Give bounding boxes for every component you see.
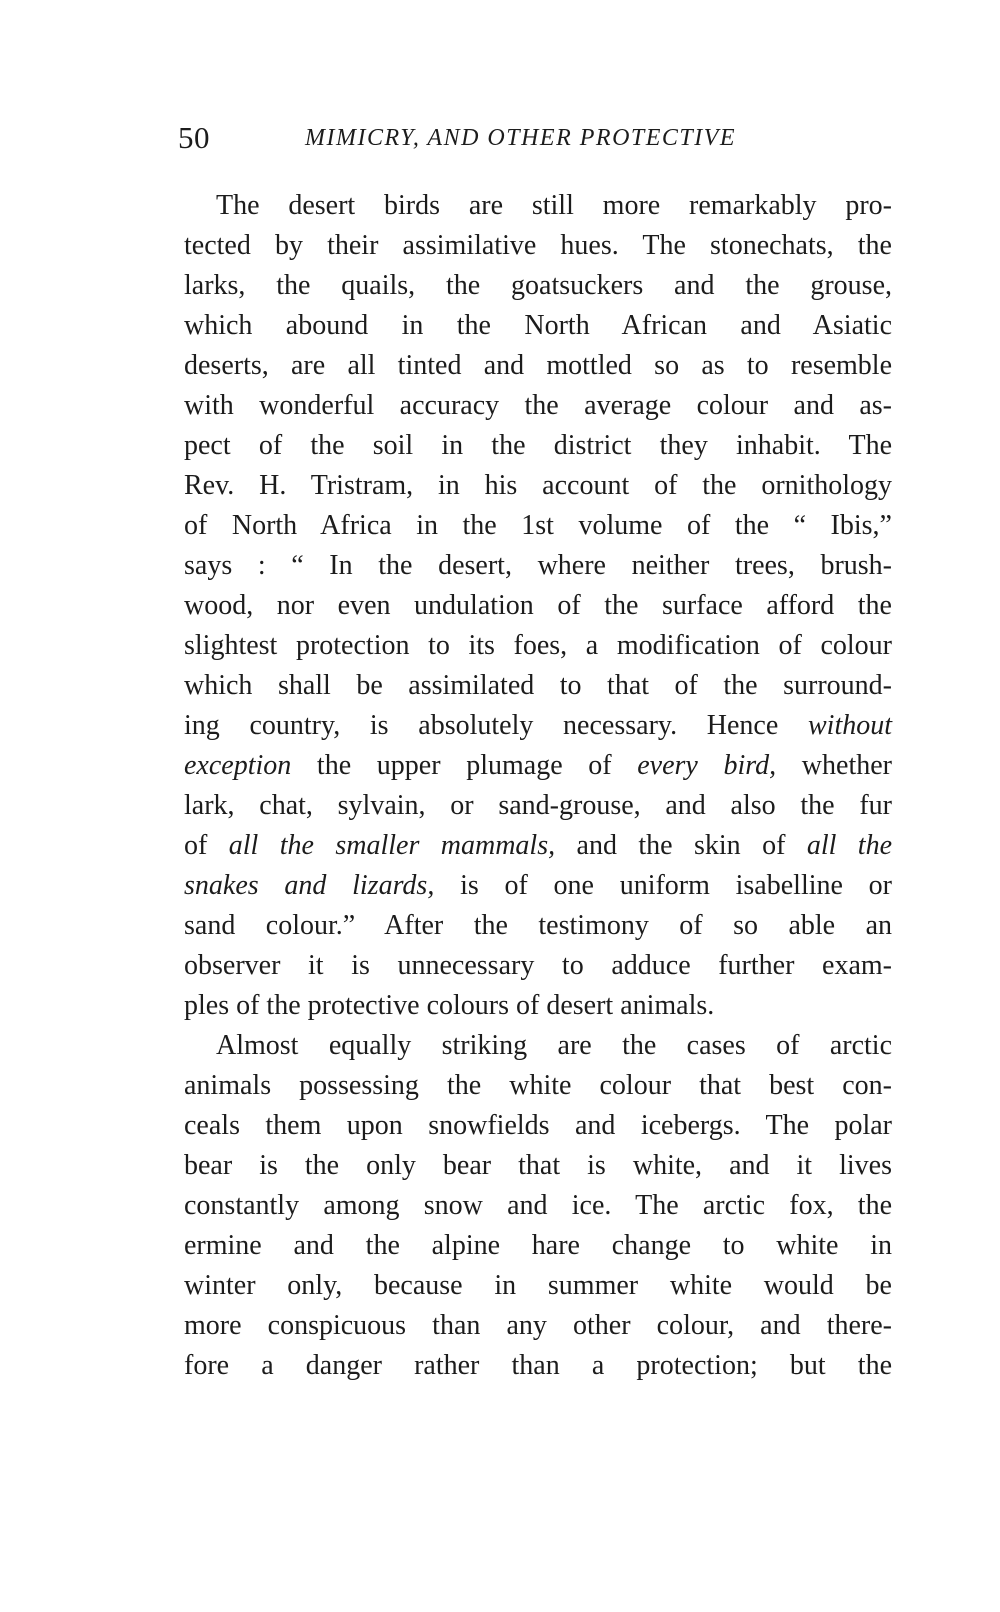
- text-line: [184, 1266, 892, 1306]
- text-line: [184, 1146, 892, 1186]
- text-line: [184, 666, 892, 706]
- text-span: winter only, because in summer white would be: [184, 1270, 892, 1301]
- text-line: [184, 1346, 892, 1386]
- text-line: [184, 1026, 892, 1066]
- text-span: deserts, are all tinted and mottled so as to resemble: [184, 350, 892, 381]
- text-span: ceals them upon snowfields and icebergs. The polar: [184, 1110, 892, 1141]
- text-span: of: [184, 830, 229, 861]
- text-line: [184, 906, 892, 946]
- text-span: and the skin of: [555, 830, 807, 861]
- text-line: [184, 866, 892, 906]
- text-span: says : “ In the desert, where neither trees, brush-: [184, 550, 892, 581]
- page-number: 50: [178, 120, 210, 155]
- text-span: more conspicuous than any other colour, and there-: [184, 1310, 892, 1341]
- italic-span: exception: [184, 750, 292, 781]
- text-line: [184, 1106, 892, 1146]
- page-header: [0, 120, 1000, 160]
- text-line: [184, 426, 892, 466]
- text-line: [184, 226, 892, 266]
- text-line: [184, 546, 892, 586]
- text-span: bear is the only bear that is white, and it lives: [184, 1150, 892, 1181]
- text-line: [184, 186, 892, 226]
- italic-span: snakes and lizards,: [184, 870, 435, 901]
- text-span: slightest protection to its foes, a modification of colour: [184, 630, 892, 661]
- text-span: ermine and the alpine hare change to white in: [184, 1230, 892, 1261]
- text-line: [184, 306, 892, 346]
- text-span: of North Africa in the 1st volume of the “ Ibis,”: [184, 510, 892, 541]
- running-title: MIMICRY, AND OTHER PROTECTIVE: [305, 125, 737, 151]
- text-line: [184, 706, 892, 746]
- text-span: lark, chat, sylvain, or sand-grouse, and also the fur: [184, 790, 892, 821]
- text-span: animals possessing the white colour that best con-: [184, 1070, 892, 1101]
- text-span: observer it is unnecessary to adduce further exam-: [184, 950, 892, 981]
- text-span: wood, nor even undulation of the surface afford the: [184, 590, 892, 621]
- text-line: [184, 266, 892, 306]
- italic-span: all the smaller mammals,: [228, 830, 556, 861]
- text-line: [184, 746, 892, 786]
- text-span: fore a danger rather than a protection; but the: [184, 1350, 892, 1381]
- text-line: [184, 586, 892, 626]
- text-line: [184, 506, 892, 546]
- text-span: pect of the soil in the district they inhabit. The: [184, 430, 892, 461]
- text-line: [184, 386, 892, 426]
- paragraph-arctic-animals: [184, 1026, 892, 1386]
- text-span: The desert birds are still more remarkably pro-: [216, 190, 892, 221]
- text-span: sand colour.” After the testimony of so able an: [184, 910, 892, 941]
- text-span: constantly among snow and ice. The arctic fox, the: [184, 1190, 892, 1221]
- paragraph-desert-birds: [184, 186, 892, 1026]
- text-line: [184, 1186, 892, 1226]
- text-line: [184, 826, 892, 866]
- text-span: larks, the quails, the goatsuckers and the grouse,: [184, 270, 892, 301]
- text-span: ing country, is absolutely necessary. Hence: [184, 710, 808, 741]
- text-span: tected by their assimilative hues. The stonechats, the: [184, 230, 892, 261]
- text-span: ples of the protective colours of desert animals.: [184, 990, 715, 1021]
- text-line: [184, 626, 892, 666]
- text-span: Almost equally striking are the cases of arctic: [216, 1030, 892, 1061]
- text-line: [184, 466, 892, 506]
- text-line: [184, 986, 892, 1026]
- text-line: [184, 346, 892, 386]
- text-line: [184, 946, 892, 986]
- italic-span: every bird,: [637, 750, 777, 781]
- text-span: with wonderful accuracy the average colour and as-: [184, 390, 892, 421]
- italic-span: without: [807, 710, 892, 741]
- body-text: [184, 186, 892, 1386]
- text-line: [184, 1066, 892, 1106]
- text-line: [184, 1306, 892, 1346]
- text-span: is of one uniform isabelline or: [434, 870, 892, 901]
- text-span: which shall be assimilated to that of the surround-: [184, 670, 892, 701]
- text-span: whether: [776, 750, 892, 781]
- text-span: which abound in the North African and Asiatic: [184, 310, 892, 341]
- text-span: the upper plumage of: [291, 750, 638, 781]
- italic-span: all the: [806, 830, 893, 861]
- text-line: [184, 1226, 892, 1266]
- text-line: [184, 786, 892, 826]
- text-span: Rev. H. Tristram, in his account of the ornithology: [184, 470, 892, 501]
